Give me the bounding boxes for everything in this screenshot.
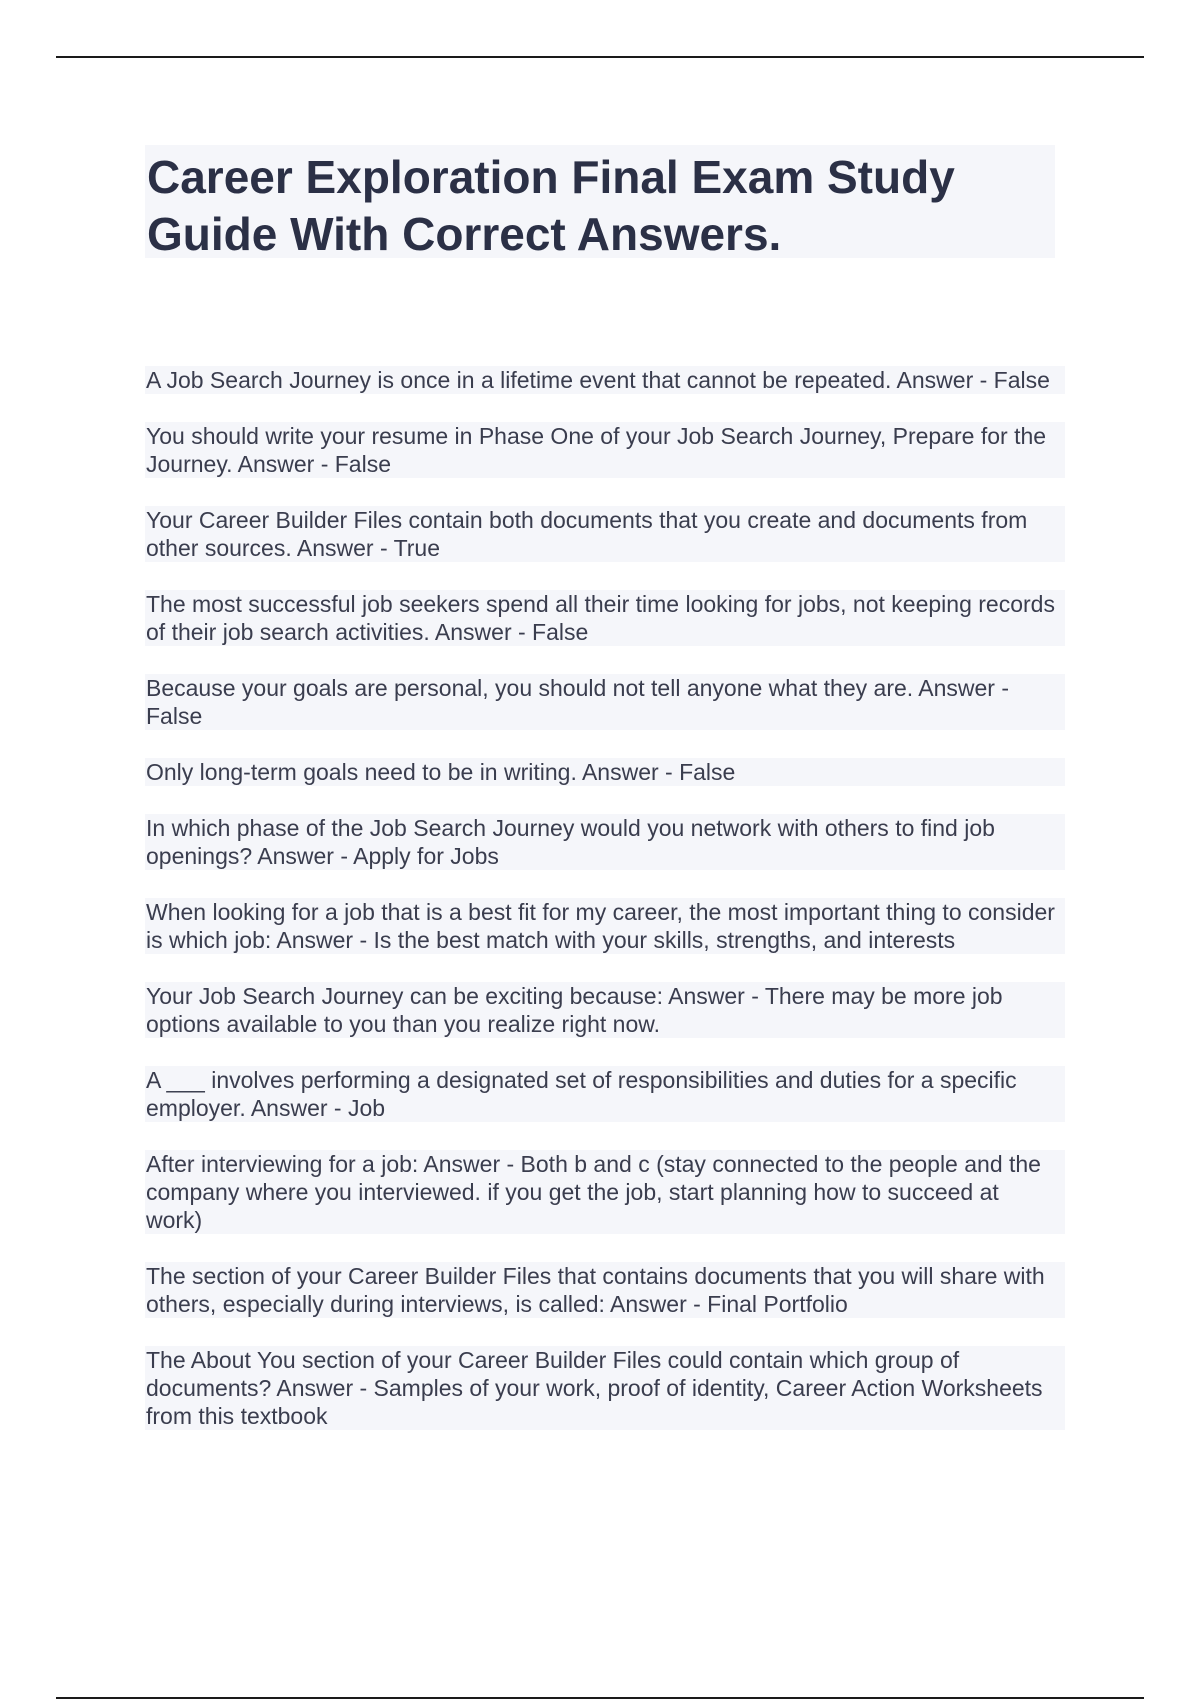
qa-item: The most successful job seekers spend all their time looking for jobs, not keeping records of their job search activities. Answer - False [145,590,1065,646]
top-divider [56,56,1144,58]
qa-item: Only long-term goals need to be in writing. Answer - False [145,758,1065,786]
qa-item: You should write your resume in Phase One of your Job Search Journey, Prepare for the Journey. Answer - False [145,422,1065,478]
qa-item: The About You section of your Career Builder Files could contain which group of documents? Answer - Samples of your work, proof of identity, Career Action Worksheets from this textbook [145,1346,1065,1430]
qa-item: A ___ involves performing a designated set of responsibilities and duties for a specific employer. Answer - Job [145,1066,1065,1122]
title-block [145,145,1055,258]
qa-item: Because your goals are personal, you should not tell anyone what they are. Answer - False [145,674,1065,730]
qa-item: When looking for a job that is a best fit for my career, the most important thing to consider is which job: Answer - Is the best match with your skills, strengths, and interests [145,898,1065,954]
document-title: Career Exploration Final Exam Study Guide With Correct Answers. [147,151,955,260]
qa-item: A Job Search Journey is once in a lifetime event that cannot be repeated. Answer - False [145,366,1065,394]
bottom-divider [56,1697,1144,1699]
qa-item: The section of your Career Builder Files that contains documents that you will share with others, especially during interviews, is called: Answer - Final Portfolio [145,1262,1065,1318]
qa-item: In which phase of the Job Search Journey would you network with others to find job openings? Answer - Apply for Jobs [145,814,1065,870]
qa-list [145,366,1065,1458]
qa-item: Your Job Search Journey can be exciting because: Answer - There may be more job options available to you than you realize right now. [145,982,1065,1038]
qa-item: Your Career Builder Files contain both documents that you create and documents from other sources. Answer - True [145,506,1065,562]
qa-item: After interviewing for a job: Answer - Both b and c (stay connected to the people and the company where you interviewed. if you get the job, start planning how to succeed at work) [145,1150,1065,1234]
